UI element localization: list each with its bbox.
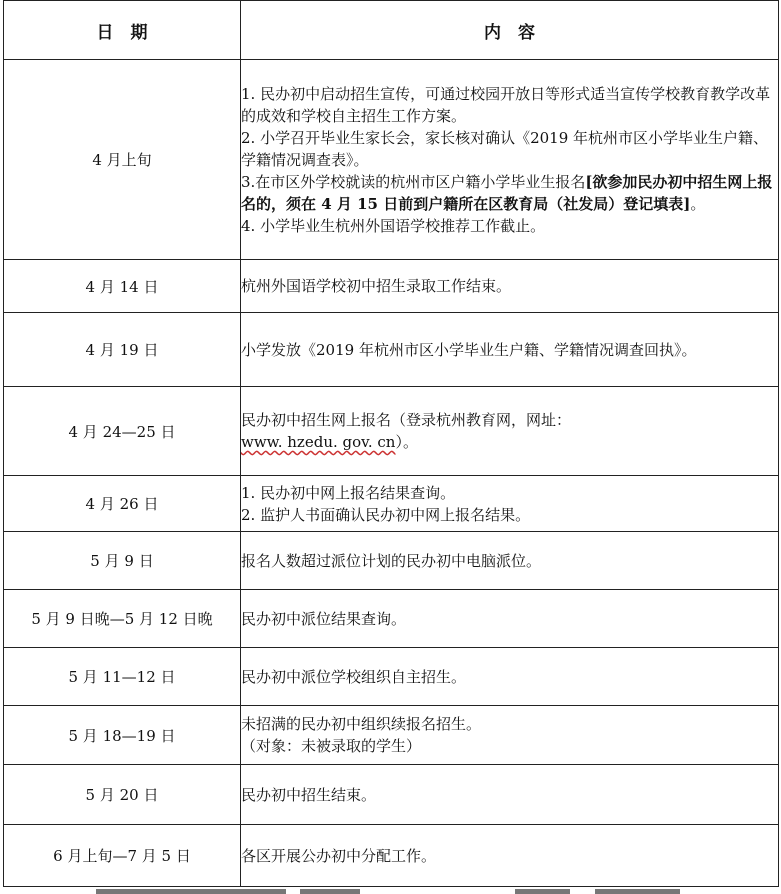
content-line: 未招满的民办初中组织续报名招生。: [241, 715, 482, 733]
content-line: 2. 监护人书面确认民办初中网上报名结果。: [241, 505, 531, 524]
content-cell: [241, 706, 779, 765]
content-cell: [241, 387, 779, 476]
date-cell: 5 月 11—12 日: [4, 648, 241, 706]
table-row: [4, 313, 779, 387]
date-cell: 4 月上旬: [4, 60, 241, 260]
content-line: 2. 小学召开毕业生家长会，家长核对确认《2019 年杭州市区小学毕业生户籍、学籍情况调查表》。: [241, 128, 769, 169]
date-cell: 6 月上旬—7 月 5 日: [4, 825, 241, 887]
content-line: 民办初中招生结束。: [241, 785, 377, 804]
website-link[interactable]: www. hzedu. gov. cn: [241, 433, 396, 451]
content-tail: 。: [690, 194, 706, 213]
content-line: （对象：未被录取的学生）: [241, 737, 422, 755]
content-line: 各区开展公办初中分配工作。: [241, 846, 437, 865]
header-content: 内 容: [241, 1, 779, 60]
date-cell: 4 月 24—25 日: [4, 387, 241, 476]
content-line: 1. 民办初中网上报名结果查询。: [241, 483, 456, 502]
content-line: [241, 171, 778, 215]
content-line: 杭州外国语学校初中招生录取工作结束。: [241, 277, 512, 295]
table-row: [4, 825, 779, 887]
header-date: 日 期: [4, 1, 241, 60]
table-row: [4, 260, 779, 313]
content-line: [241, 431, 778, 453]
content-line: 民办初中招生网上报名（登录杭州教育网，网址：: [241, 411, 572, 429]
content-line: 4. 小学毕业生杭州外国语学校推荐工作截止。: [241, 216, 546, 235]
table-row: [4, 765, 779, 825]
content-line: 民办初中派位结果查询。: [241, 609, 407, 628]
date-cell: 5 月 20 日: [4, 765, 241, 825]
date-cell: 5 月 9 日: [4, 532, 241, 590]
table-row: [4, 476, 779, 532]
cropped-text-strip: [0, 886, 781, 894]
content-cell: [241, 590, 779, 648]
content-line: 民办初中派位学校组织自主招生。: [241, 667, 467, 686]
date-cell: 4 月 26 日: [4, 476, 241, 532]
table-row: [4, 387, 779, 476]
cropped-text-fragment: [300, 889, 360, 894]
content-cell: [241, 260, 779, 313]
content-cell: [241, 825, 779, 887]
table-row: [4, 590, 779, 648]
content-line: 报名人数超过派位计划的民办初中电脑派位。: [241, 551, 542, 570]
content-text: 3.在市区外学校就读的杭州市区户籍小学毕业生报名: [241, 172, 586, 191]
content-bold-text: [欲参加民办初中招生网上报名的，须在 4 月 15 日前到户籍所在区教育局（社发局）登记填表]: [241, 172, 773, 213]
date-cell: 4 月 14 日: [4, 260, 241, 313]
header-row: [4, 1, 779, 60]
cropped-text-fragment: [515, 889, 570, 894]
table-row: [4, 706, 779, 765]
content-cell: [241, 532, 779, 590]
content-cell: [241, 313, 779, 387]
content-cell: [241, 476, 779, 532]
cropped-text-fragment: [96, 889, 286, 894]
content-tail: ）。: [395, 433, 418, 451]
content-cell: [241, 60, 779, 260]
content-line: 1. 民办初中启动招生宣传，可通过校园开放日等形式适当宣传学校教育教学改革的成效和学校自主招生工作方案。: [241, 84, 771, 125]
date-cell: 4 月 19 日: [4, 313, 241, 387]
date-cell: 5 月 18—19 日: [4, 706, 241, 765]
content-cell: [241, 765, 779, 825]
table-row: [4, 532, 779, 590]
content-line: 小学发放《2019 年杭州市区小学毕业生户籍、学籍情况调查回执》。: [241, 340, 697, 359]
table-row: [4, 648, 779, 706]
content-cell: [241, 648, 779, 706]
schedule-table: [3, 0, 779, 887]
table-row: [4, 60, 779, 260]
date-cell: 5 月 9 日晚—5 月 12 日晚: [4, 590, 241, 648]
cropped-text-fragment: [595, 889, 680, 894]
